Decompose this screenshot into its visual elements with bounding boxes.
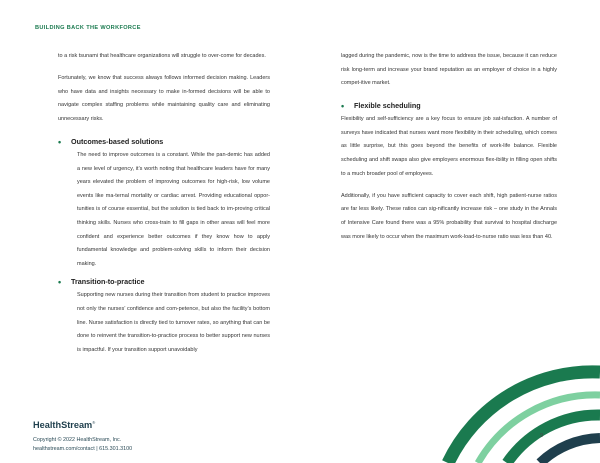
bullet-icon: • [58, 136, 62, 147]
healthstream-logo [33, 420, 95, 430]
section-body: The need to improve outcomes is a constant. While the pan-demic has added a new level of urgency, it’s worth noting that healthcare leaders have for many years elevated the problem of improving outcomes for high-risk, low volume events like ma-ternal mortality or cardiac arrest. Providing educational oppor-tunities is of course essential, but the solution is tied back to im-proving critical thinking skills. Nurses who cross-train to fill gaps in other areas will feel more confident and experience better outcomes if they know how to apply fundamental knowledge and problem-solving skills to inform their decision making. [77, 151, 270, 267]
copyright-text: Copyright © 2022 HealthStream, Inc. [33, 437, 122, 443]
section-body: Flexibility and self-sufficiency are a key focus to ensure job sat-isfaction. A number of surveys have indicated that nurses want more flexibility in their scheduling, which comes as little surprise, but this goes beyond the benefits of work-life balance. Flexible scheduling and shift swaps also give employers enormous flex-ibility in filling open shifts to a much broader pool of employees. [341, 116, 557, 177]
footer-info [33, 436, 132, 453]
arc-inner [507, 415, 600, 463]
paragraph: lagged during the pandemic, now is the time to address the issue, because it can reduce risk long-term and increase your brand reputation as an employer of choice in a highly compet-itive market. [341, 53, 557, 87]
section-heading [58, 135, 270, 149]
left-column [58, 50, 270, 361]
section-heading [341, 99, 557, 113]
trademark-mark: ® [92, 420, 96, 425]
section-outcomes [58, 135, 270, 271]
section-body: Supporting new nurses during their transition from student to practice improves not only the nurses’ confidence and com-petence, but also the facility’s bottom line. Nurse satisfaction is directly tied to turnover rates, so anything that can be done to reinvent the transition-to-practice process to better support new nurses is impactful. If your transition support unavoidably [77, 292, 270, 353]
section-heading [58, 275, 270, 289]
bullet-icon: • [58, 277, 62, 288]
paragraph: Additionally, if you have sufficient capacity to cover each shift, high patient-nurse ratios are far less likely. These ratios can sig-nificantly increase risk – one study in the Annals of Intensive Care found there was a 95% probability that survival to hospital discharge was more likely to occur when the maximum work-load-to-nurse ratio was less than 40. [341, 192, 557, 240]
section-transition [58, 275, 270, 357]
arc-middle [478, 395, 600, 463]
paragraph: to a risk tsunami that healthcare organizations will struggle to over-come for decades. [58, 53, 266, 59]
right-column [341, 50, 557, 253]
page-number: 9 [540, 433, 544, 439]
bullet-icon: • [341, 101, 345, 112]
section-title: Outcomes-based solutions [71, 136, 164, 146]
contact-link[interactable]: healthstream.com/contact | 615.301.3100 [33, 445, 133, 452]
section-title: Transition-to-practice [71, 277, 145, 287]
running-head: BUILDING BACK THE WORKFORCE [35, 25, 141, 31]
arc-outer [448, 372, 600, 463]
logo-text: HealthStream [33, 420, 93, 431]
section-title: Flexible scheduling [354, 101, 421, 111]
paragraph: Fortunately, we know that success always follows informed decision making. Leaders who have data and insights necessary to make in-formed decisions will be able to navigate complex staffing problems while maintaining quality care and eliminating unnecessary risks. [58, 75, 270, 122]
arc-innermost [540, 438, 600, 463]
section-flexible-scheduling [341, 99, 557, 181]
